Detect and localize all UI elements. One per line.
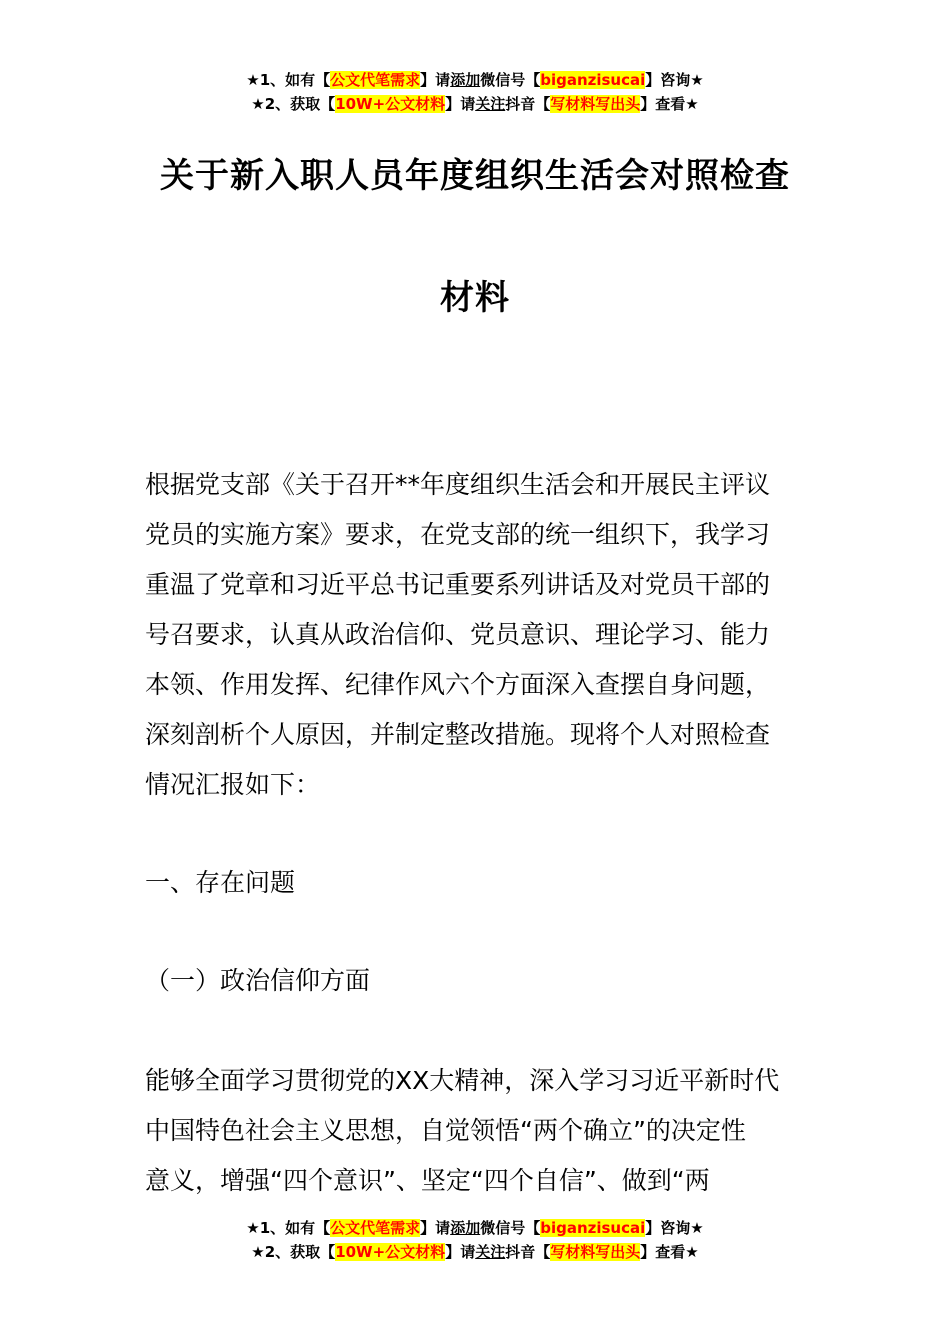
footer-banner: [0, 1216, 950, 1264]
subsection-heading: [145, 956, 813, 1006]
banner-text: 抖音【: [505, 95, 551, 113]
banner-highlight: 10W+公文材料: [335, 1243, 446, 1261]
banner-text: ★1、如有【: [246, 1219, 331, 1237]
banner-douyin-id: 写材料写出头: [550, 1243, 641, 1261]
paragraph-line: 号召要求，认真从政治信仰、党员意识、理论学习、能力: [145, 620, 771, 649]
banner-line-2: [0, 92, 950, 116]
intro-paragraph: [145, 460, 813, 810]
paragraph-line: 意义，增强“四个意识”、坚定“四个自信”、做到“两: [145, 1166, 710, 1195]
paragraph-line: 本领、作用发挥、纪律作风六个方面深入查摆自身问题，: [145, 670, 771, 699]
banner-highlight: 10W+公文材料: [335, 95, 446, 113]
banner-underline: 关注: [475, 1243, 506, 1261]
banner-text: 】查看★: [640, 95, 699, 113]
header-banner: [0, 68, 950, 116]
paragraph-line: 党员的实施方案》要求，在党支部的统一组织下，我学习: [145, 520, 771, 549]
banner-wechat-id: biganzisucai: [540, 1219, 646, 1237]
banner-line-1: [0, 68, 950, 92]
paragraph-line: 重温了党章和习近平总书记重要系列讲话及对党员干部的: [145, 570, 771, 599]
paragraph-line: 根据党支部《关于召开**年度组织生活会和开展民主评议: [145, 470, 771, 499]
banner-text: 】请: [445, 1243, 476, 1261]
banner-text: 抖音【: [505, 1243, 551, 1261]
section-heading: [145, 858, 813, 908]
banner-text: 微信号【: [480, 71, 541, 89]
banner-line-2: [0, 1240, 950, 1264]
banner-text: 微信号【: [480, 1219, 541, 1237]
banner-text: ★1、如有【: [246, 71, 331, 89]
banner-line-1: [0, 1216, 950, 1240]
banner-text: 】请: [420, 71, 451, 89]
banner-douyin-id: 写材料写出头: [550, 95, 641, 113]
banner-text: ★2、获取【: [251, 1243, 336, 1261]
paragraph-line: 中国特色社会主义思想，自觉领悟“两个确立”的决定性: [145, 1116, 746, 1145]
banner-text: 】查看★: [640, 1243, 699, 1261]
paragraph-line: 能够全面学习贯彻党的XX大精神，深入学习习近平新时代: [145, 1066, 780, 1095]
banner-wechat-id: biganzisucai: [540, 71, 646, 89]
document-title-line-1: 关于新入职人员年度组织生活会对照检查: [160, 156, 790, 196]
banner-underline: 添加: [450, 1219, 481, 1237]
paragraph-line: 深刻剖析个人原因，并制定整改措施。现将个人对照检查: [145, 720, 771, 749]
banner-underline: 关注: [475, 95, 506, 113]
banner-text: 】请: [445, 95, 476, 113]
banner-text: 】咨询★: [645, 1219, 704, 1237]
banner-underline: 添加: [450, 71, 481, 89]
banner-text: 】咨询★: [645, 71, 704, 89]
banner-highlight: 公文代笔需求: [330, 71, 421, 89]
section-heading-text: 一、存在问题: [145, 868, 296, 897]
banner-highlight: 公文代笔需求: [330, 1219, 421, 1237]
banner-text: 】请: [420, 1219, 451, 1237]
banner-text: ★2、获取【: [251, 95, 336, 113]
paragraph-line: 情况汇报如下：: [145, 770, 321, 799]
document-title-line-2: 材料: [440, 278, 510, 318]
political-belief-paragraph: [145, 1056, 813, 1206]
subsection-heading-text: （一）政治信仰方面: [145, 966, 371, 995]
